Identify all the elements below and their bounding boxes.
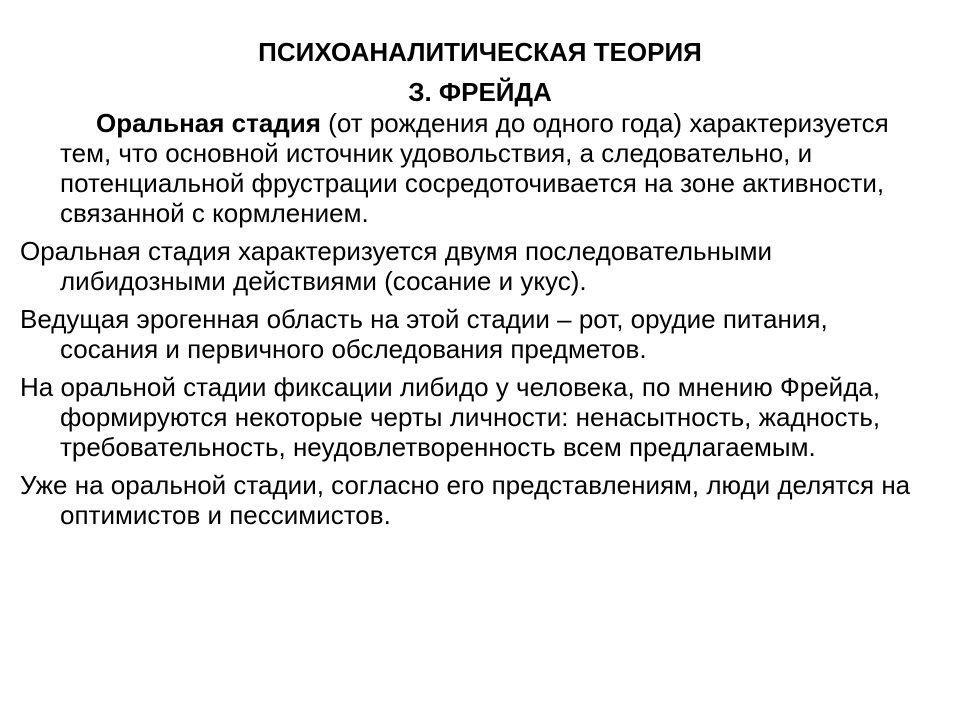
intro-text: (от рождения до одного года) характеризуется тем, что основной источник удовольствия, а следовательно, и потенциальной фрустрации сосредоточивается на зоне активности, связанной с кормлением. <box>60 108 889 228</box>
paragraph-sucking-biting: Оральная стадия характеризуется двумя последовательными либидозными действиями (сосание и укус). <box>20 236 773 296</box>
slide-title-line-2: З. ФРЕЙДА <box>408 77 552 107</box>
paragraph-optimists-pessimists: Уже на оральной стадии, согласно его представлениям, люди делятся на оптимистов и пессимистов. <box>20 470 911 530</box>
intro-paragraph <box>20 108 920 228</box>
slide-body <box>20 108 920 538</box>
paragraph-mouth-zone: Ведущая эрогенная область на этой стадии – рот, орудие питания, сосания и первичного обследования предметов. <box>20 304 828 364</box>
intro-bold-term: Оральная стадия <box>96 108 321 138</box>
slide-title-line-1: ПСИХОАНАЛИТИЧЕСКАЯ ТЕОРИЯ <box>258 37 702 67</box>
paragraph-fixation-traits: На оральной стадии фиксации либидо у человека, по мнению Фрейда, формируются некоторые черты личности: ненасытность, жадность, требовательность, неудовлетворенность всем предлагаемым. <box>20 372 881 462</box>
